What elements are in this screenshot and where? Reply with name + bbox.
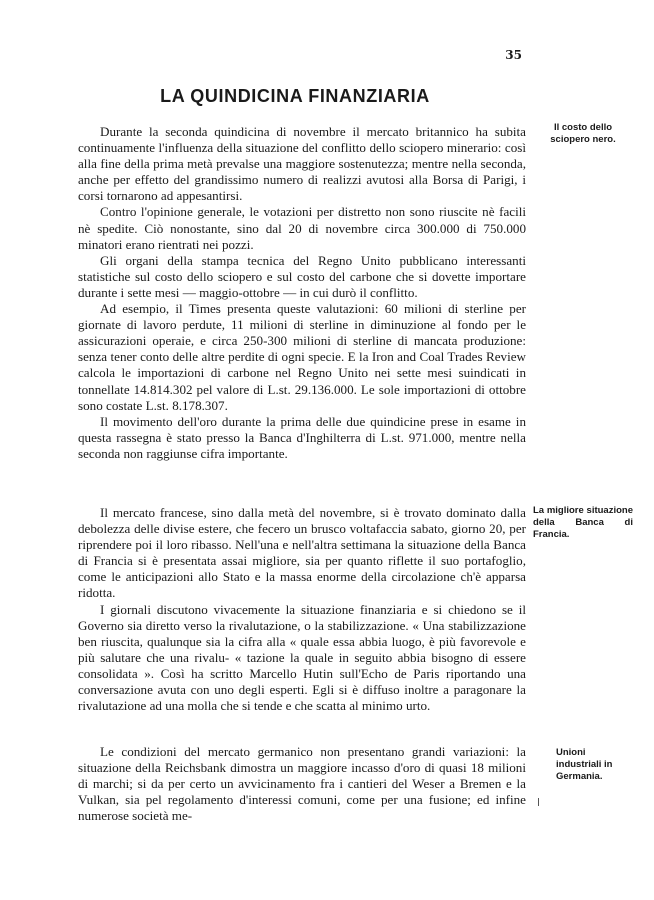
section-british-market [78,124,526,462]
margin-note: Il costo dello sciopero nero. [550,122,616,145]
paragraph: Il mercato francese, sino dalla metà del novembre, si è trovato dominato dalla debolezza delle divise estere, che fecero un brusco voltafaccia sabato, giorno 20, per riprendere poi il loro ribasso. Nell'una e nell'altra settimana la situazione della Banca di Francia si è presentata assai migliore, sia per quanto riflette il suo portafoglio, come le anticipazioni allo Stato e la massa enorme della circolazione ch'è apparsa ridotta. [78,505,526,601]
paragraph: Durante la seconda quindicina di novembre il mercato britannico ha subita continuamente l'influenza della situazione del conflitto dello sciopero minerario: così alla fine della prima metà prevalse una maggiore sostenutezza; mentre nella seconda, anche per effetto del grandissimo numero di realizzi avutosi alla Borsa di Parigi, i corsi tornarono ad appesantirsi. [78,124,526,204]
paragraph: Ad esempio, il Times presenta queste valutazioni: 60 milioni di sterline per giornate di lavoro perdute, 11 milioni di sterline in diminuzione al fondo per le assicurazioni operaie, e circa 250-300 milioni di sterline di mancata produzione: senza tener conto delle altre perdite di ogni specie. E la Iron and Coal Trades Review calcola le importazioni di carbone nel Regno Unito nei sette mesi suindicati in tonnellate 14.814.302 pel valore di L.st. 29.136.000. Le sole importazioni di ottobre sono costate L.st. 8.178.307. [78,301,526,413]
stray-mark [538,798,539,806]
paragraph: Le condizioni del mercato germanico non presentano grandi variazioni: la situazione della Reichsbank dimostra un maggiore incasso d'oro di quasi 18 milioni di marchi; si da per certo un avvicinamento fra i cantieri del Weser a Bremen e la Vulkan, sia pel regolamento d'interessi comuni, come per una fusione; ed infine numerose società me- [78,744,526,824]
paragraph: Il movimento dell'oro durante la prima delle due quindicine prese in esame in questa rassegna è stato presso la Banca d'Inghilterra di L.st. 971.000, mentre nella seconda non raggiunse cifra importante. [78,413,526,461]
section-french-market [78,505,526,714]
page-number: 35 [505,48,522,62]
section-german-market [78,744,526,824]
paragraph: Contro l'opinione generale, le votazioni per distretto non sono riuscite nè facili nè spedite. Ciò nonostante, sino dal 20 di novembre circa 300.000 di 750.000 minatori erano rientrati nei pozzi. [78,204,526,252]
paragraph: I giornali discutono vivacemente la situazione finanziaria e si chiedono se il Governo sia diretto verso la rivalutazione, o la stabilizzazione. « Una stabilizzazione ben riuscita, qualunque sia la cifra alla « quale essa abbia luogo, è più favorevole e più salutare che una rivalu- « tazione la quale in seguito abbia bisogno di essere consolidata ». Così ha scritto Marcello Hutin sull'Echo de Paris riportando una conversazione avuta con uno degli esperti. Egli si è diffuso inoltre a paragonare la rivalutazione ad una molla che si tende e che scatta al minimo urto. [78,601,526,714]
margin-note: La migliore situazione della Banca di Francia. [533,505,633,540]
paragraph: Gli organi della stampa tecnica del Regno Unito pubblicano interessanti statistiche sul costo dello sciopero e sul costo del carbone che si dovette importare durante i sette mesi — maggio-ottobre — in cui durò il conflitto. [78,252,526,300]
margin-note: Unioni industriali in Germania. [556,747,613,782]
page-title: LA QUINDICINA FINANZIARIA [160,86,430,106]
